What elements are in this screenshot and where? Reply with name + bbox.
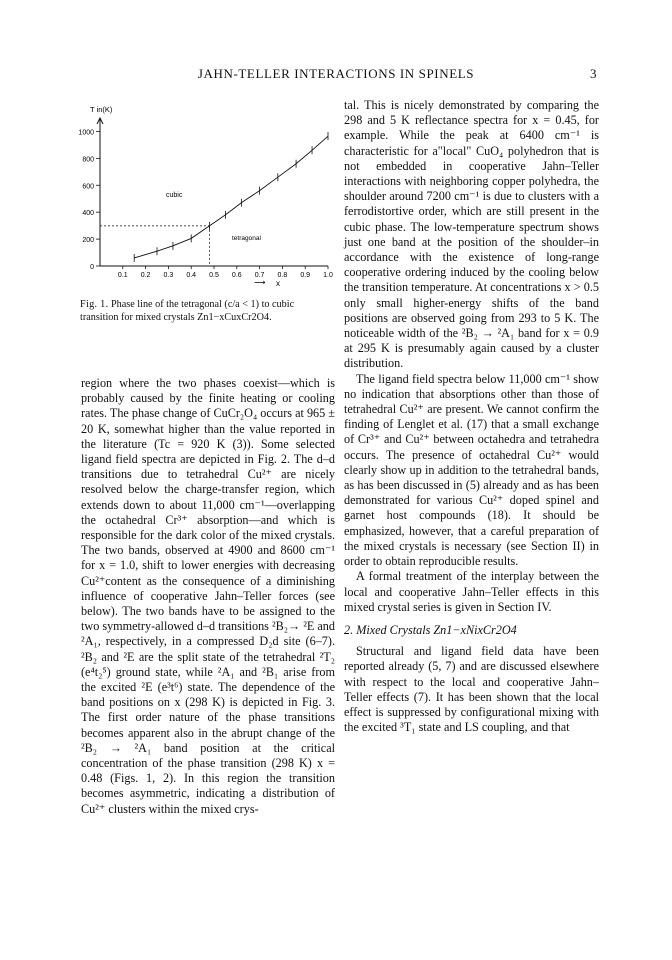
figure-caption: [80, 298, 330, 324]
x-axis-arrow: ⟶: [254, 278, 266, 287]
x-tick-label: 0.1: [117, 272, 128, 279]
page-number: 3: [590, 66, 597, 81]
region-tetragonal-label: tetragonal: [232, 235, 261, 242]
y-tick-label: 1000: [78, 129, 94, 137]
caption-text: Phase line of the tetragonal (c/a < 1) to cubic transition for mixed crystals Zn1−xCuxCr2O4.: [80, 299, 295, 323]
right-paragraph-1: tal. This is nicely demonstrated by comparing the 298 and 5 K reflectance spectra for x = 0.45, for example. While the peak at 6400 cm⁻¹ is characteristic for a"local" CuO₄ polyhedron that is not embedded in cooperative Jahn–Teller interactions with neighboring copper polyhedra, the shoulder around 7200 cm⁻¹ is due to clusters with a ferrodistortive order, which are still present in the cubic phase. The low-temperature spectrum shows just one band at the position of the shoulder–in accordance with the existence of long-range cooperative ordering induced by the cooling below the transition temperature. At concentrations x > 0.5 only small higher-energy shifts of the band positions are observed going from 293 to 5 K. The noticeable width of the ²B₂ → ²A₁ band for x = 0.9 at 295 K is presumably again caused by a cluster distribution.: [344, 98, 599, 371]
running-title: JAHN-TELLER INTERACTIONS IN SPINELS: [197, 66, 475, 81]
left-column: [81, 376, 335, 817]
x-tick-label: 0.7: [254, 272, 265, 279]
section-heading: 2. Mixed Crystals Zn1−xNixCr2O4: [344, 622, 517, 637]
region-cubic-label: cubic: [166, 192, 183, 199]
y-tick-label: 200: [82, 237, 94, 245]
y-axis-label: T in(K): [90, 105, 113, 114]
x-tick-label: 0.6: [231, 272, 242, 279]
x-tick-label: 0.2: [140, 272, 151, 279]
x-tick-label: 0.3: [163, 272, 174, 279]
y-tick-label: 800: [82, 156, 94, 164]
x-tick-label: 1.0: [323, 272, 333, 279]
x-tick-label: 0.4: [186, 272, 197, 279]
right-column: [344, 98, 599, 735]
left-paragraph: region where the two phases coexist—which is probably caused by the finite heating or cooling rates. The phase change of CuCr₂O₄ occurs at 965 ± 20 K, somewhat higher than the value reported in the literature (Tc = 920 K (3)). Some selected ligand field spectra are depicted in Fig. 2. The d–d transitions due to tetrahedral Cu²⁺ are nicely resolved below the charge-transfer region, which extends down to about 11,000 cm⁻¹—overlapping the octahedral Cr³⁺ absorption—and which is responsible for the dark color of the mixed crystals. The two bands, observed at 4900 and 8600 cm⁻¹ for x = 1.0, shift to lower energies with decreasing Cu²⁺content as the consequence of a diminishing influence of cooperative Jahn–Teller forces (see below). The two bands have to be assigned to the two symmetry-allowed d–d transitions ²B₂→ ²E and ²A₁, respectively, in a compressed D₂d site (6–7). ²B₂ and ²E are the split state of the tetrahedral ²T₂ (e⁴t₂⁵) ground state, while ²A₁ and ²B₁ arise from the excited ²E (e³t⁶) state. The dependence of the band positions on x (298 K) is depicted in Fig. 3. The first order nature of the phase transitions becomes apparent also in the abrupt change of the ²B₂ → ²A₁ band position at the critical concentration of the phase transition (298 K) x = 0.48 (Figs. 1, 2). In this region the transition becomes asymmetric, indicating a distribution of Cu²⁺ clusters within the mixed crys-: [81, 376, 335, 816]
x-tick-label: 0.5: [209, 272, 219, 279]
x-tick-label: 0.9: [300, 272, 311, 279]
right-paragraph-2: The ligand field spectra below 11,000 cm⁻¹ show no indication that absorptions other than those of tetrahedral Cu²⁺ are present. We cannot confirm the finding of Lenglet et al. (17) that a small exchange of Cr³⁺ and Cu²⁺ between octahedra and tetrahedra occurs. The presence of octahedral Cu²⁺ would clearly show up in addition to the tetrahedral bands, as has been discussed in (5) already and as has been demonstrated for various Cu²⁺ doped spinel and garnet host compounds (18). It should be emphasized, however, that a careful preparation of the mixed crystals is necessary (see Section II) in order to obtain reproducible results.: [344, 371, 599, 569]
figure-1: [70, 100, 340, 290]
x-tick-label: 0.8: [277, 272, 288, 279]
right-paragraph-3: A formal treatment of the interplay between the local and cooperative Jahn–Teller effects in this mixed crystal series is given in Section IV.: [344, 569, 599, 614]
right-paragraph-4: Structural and ligand field data have been reported already (5, 7) and are discussed elsewhere with respect to the local and cooperative Jahn–Teller effects (7). It has been shown that the local effect is suppressed by configurational mixing with the excited ³T₁ state and LS coupling, and that: [344, 644, 599, 735]
y-tick-label: 0: [90, 264, 94, 271]
x-axis-label: x: [276, 279, 280, 288]
y-tick-label: 400: [82, 210, 94, 218]
running-header: [0, 66, 672, 86]
y-tick-label: 600: [82, 183, 94, 191]
caption-label: Fig. 1.: [80, 299, 109, 310]
phase-diagram-chart: [70, 100, 340, 290]
